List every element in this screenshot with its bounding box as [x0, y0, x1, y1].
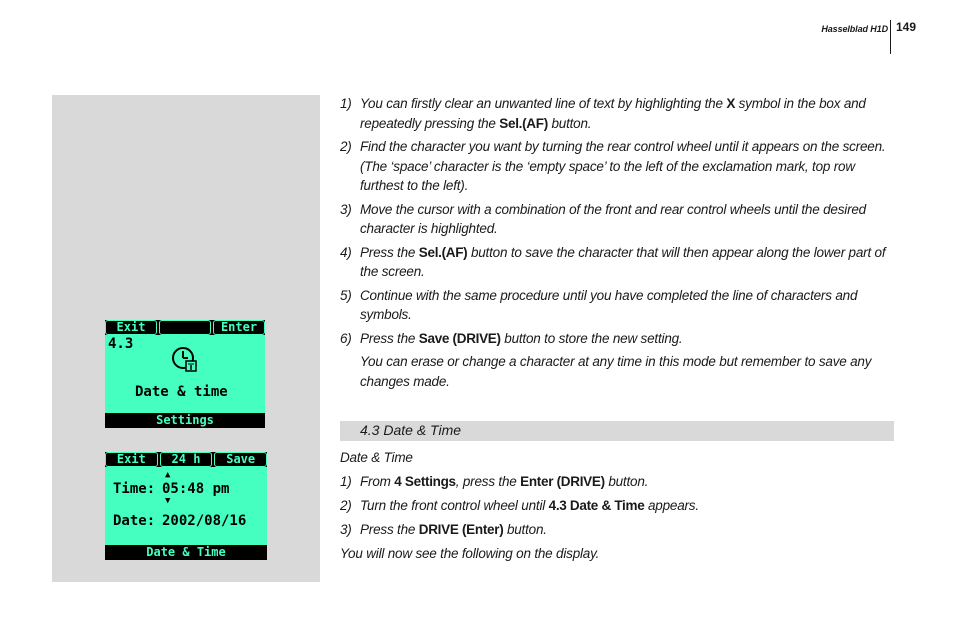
step-text: Press the: [360, 244, 419, 260]
button-name: 4.3 Date & Time: [548, 498, 645, 513]
step-number: 1): [340, 474, 352, 489]
step-text: You can firstly clear an unwanted line of text by highlighting the: [360, 96, 727, 111]
instruction-step: [340, 200, 896, 239]
step-text: symbol in the box and repeatedly pressing the: [360, 96, 866, 131]
step-number: 1): [340, 96, 352, 111]
step-text: Continue with the same procedure until you have completed the line of characters and symbols.: [360, 287, 858, 322]
instruction-step: [340, 472, 896, 492]
instruction-step: [340, 243, 896, 282]
instruction-step: [340, 137, 896, 196]
button-name: X: [726, 96, 736, 111]
button-name: Save (DRIVE): [418, 330, 501, 346]
clock-calendar-icon: [171, 346, 199, 378]
step-text: appears.: [644, 498, 699, 513]
instruction-step: [340, 94, 896, 133]
lcd-screen-date-time: [105, 452, 267, 560]
lcd-time-label: Time:: [113, 481, 156, 497]
section-subtitle: Date & Time: [340, 450, 413, 465]
lcd-date-label: Date:: [113, 513, 156, 529]
instruction-step: [340, 520, 896, 540]
header-divider: [890, 20, 891, 54]
step-number: 5): [340, 287, 352, 303]
step-text: From: [360, 474, 395, 489]
button-name: DRIVE (Enter): [418, 522, 504, 537]
instruction-step: [340, 286, 896, 325]
step-number: 2): [340, 139, 352, 154]
lcd-main-label: Date & time: [135, 384, 228, 400]
instruction-list: [340, 94, 896, 395]
page-number: 149: [896, 20, 917, 34]
button-name: Enter (DRIVE): [520, 474, 605, 489]
lcd-exit-button: Exit: [105, 320, 157, 335]
step-text: button.: [547, 115, 592, 131]
lcd-date-value: 2002/08/16: [162, 513, 247, 529]
step-number: 3): [340, 201, 352, 217]
lcd-up-arrow-icon: ▲: [165, 470, 171, 480]
lcd-top-bar: [105, 320, 265, 335]
step-text: Find the character you want by turning the rear control wheel until it appears on the screen. (The ‘space’ character is the ‘empty space’ to the left of the exclamation mark, top row furthest to the left).: [360, 139, 886, 193]
section-heading: 4.3 Date & Time: [360, 422, 462, 438]
step-text: , press the: [455, 474, 521, 489]
step-text: button to save the character that will then appear along the lower part of the screen.: [360, 244, 886, 279]
step-text: button.: [503, 522, 547, 537]
step-number: 2): [340, 498, 352, 513]
lcd-down-arrow-icon: ▼: [165, 496, 171, 506]
lcd-exit-button: Exit: [105, 452, 158, 467]
lcd-menu-number: 4.3: [108, 336, 134, 352]
lcd-save-button: Save: [214, 452, 267, 467]
step-number: 6): [340, 330, 352, 346]
step-text: button.: [604, 474, 649, 489]
section-heading-bar: [340, 421, 894, 441]
lcd-time-value: 05:48 pm: [162, 481, 230, 497]
step-text: Press the: [360, 522, 419, 537]
lcd-bottom-label: Settings: [156, 413, 214, 427]
running-header-title: Hasselblad H1D: [821, 24, 888, 34]
step-number: 4): [340, 244, 352, 260]
step-text: button to store the new setting.: [500, 330, 683, 346]
lcd-top-bar: [105, 452, 267, 467]
lcd-blank-button: [159, 320, 211, 335]
button-name: Sel.(AF): [418, 244, 468, 260]
step-text: Move the cursor with a combination of the front and rear control wheels until the desired character is highlighted.: [360, 201, 866, 236]
lcd-24h-button: 24 h: [160, 452, 213, 467]
closing-text: You will now see the following on the display.: [340, 546, 600, 561]
instruction-step: [340, 496, 896, 516]
lcd-bottom-bar: [105, 545, 267, 560]
button-name: Sel.(AF): [499, 115, 548, 131]
lcd-enter-button: Enter: [213, 320, 265, 335]
button-name: 4 Settings: [394, 474, 456, 489]
section-content: [340, 448, 896, 568]
instruction-step: [340, 329, 896, 349]
step-text: Turn the front control wheel until: [360, 498, 549, 513]
step-text: Press the: [360, 330, 419, 346]
note-text: You can erase or change a character at any time in this mode but remember to save any changes made.: [360, 354, 872, 389]
lcd-screen-settings: [105, 320, 265, 428]
lcd-bottom-label: Date & Time: [146, 545, 226, 559]
step-number: 3): [340, 522, 352, 537]
lcd-bottom-bar: [105, 413, 265, 428]
